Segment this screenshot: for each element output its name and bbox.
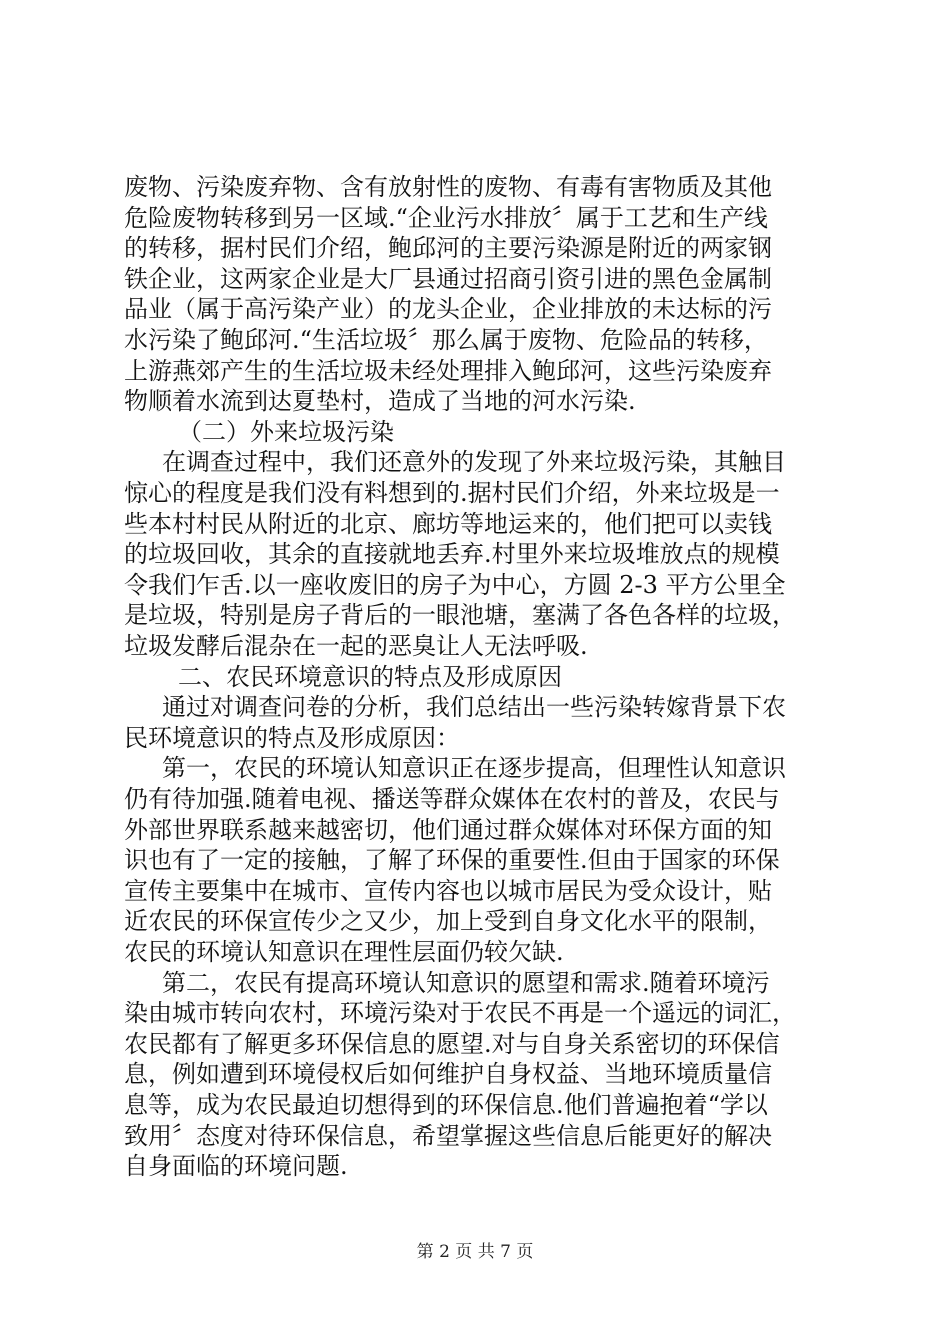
paragraph-first-line: 第一，农民的环境认知意识正在逐步提高，但理性认知意识 [162,754,786,783]
body-text-line: 铁企业，这两家企业是大厂县通过招商引资引进的黑色金属制 [124,264,772,293]
body-text-line: 的转移，据村民们介绍，鲍邱河的主要污染源是附近的两家钢 [124,234,772,263]
body-text-line: 危险废物转移到另一区域.“企业污水排放〞属于工艺和生产线 [124,203,768,232]
body-text-line: 惊心的程度是我们没有料想到的.据村民们介绍，外来垃圾是一 [124,479,780,507]
section-heading: 二、农民环境意识的特点及形成原因 [178,662,562,691]
paragraph-first-line: 通过对调查问卷的分析，我们总结出一些污染转嫁背景下农 [162,693,786,722]
body-text-line: 息，例如遭到环境侵权后如何维护自身权益、当地环境质量信 [124,1060,772,1089]
body-text-line: 水污染了鲍邱河.“生活垃圾〞那么属于废物、危险品的转移， [124,326,768,354]
body-text-line: 农民都有了解更多环保信息的愿望.对与自身关系密切的环保信 [124,1029,780,1058]
paragraph-first-line: 第二，农民有提高环境认知意识的愿望和需求.随着环境污 [162,968,770,997]
body-text-line: 宣传主要集中在城市、宣传内容也以城市居民为受众设计，贴 [124,876,772,905]
body-text-line: 物顺着水流到达夏垫村，造成了当地的河水污染. [124,387,636,416]
body-text-line: 息等，成为农民最迫切想得到的环保信息.他们普遍抱着“学以 [124,1091,768,1119]
body-text-line: 的垃圾回收，其余的直接就地丢弃.村里外来垃圾堆放点的规模 [124,540,780,569]
body-text-line: 是垃圾，特别是房子背后的一眼池塘，塞满了各色各样的垃圾， [124,601,796,630]
body-text-line: 农民的环境认知意识在理性层面仍较欠缺. [124,938,564,966]
body-text-line: 近农民的环保宣传少之又少，加上受到自身文化水平的限制， [124,907,772,936]
section-heading: （二）外来垃圾污染 [178,417,394,446]
body-text-line: 识也有了一定的接触，了解了环保的重要性.但由于国家的环保 [124,846,780,875]
page-number-footer: 第 2 页 共 7 页 [416,1242,534,1262]
body-text-line: 上游燕郊产生的生活垃圾未经处理排入鲍邱河，这些污染废弃 [124,356,772,385]
body-text-line: 品业（属于高污染产业）的龙头企业，企业排放的未达标的污 [124,295,772,324]
body-text-line: 致用〞态度对待环保信息，希望掌握这些信息后能更好的解决 [124,1121,772,1150]
body-text-line: 染由城市转向农村，环境污染对于农民不再是一个遥远的词汇， [124,999,796,1028]
body-text-line: 垃圾发酵后混杂在一起的恶臭让人无法呼吸. [124,632,588,660]
body-text-line: 仍有待加强.随着电视、播送等群众媒体在农村的普及，农民与 [124,785,780,813]
body-text-line: 废物、污染废弃物、含有放射性的废物、有毒有害物质及其他 [124,173,772,201]
body-text-line: 令我们乍舌.以一座收废旧的房子为中心，方圆 2-3 平方公里全 [124,570,786,599]
body-text-line: 民环境意识的特点及形成原因： [124,723,460,752]
body-text-line: 自身面临的环境问题. [124,1152,348,1181]
paragraph-first-line: 在调查过程中，我们还意外的发现了外来垃圾污染，其触目 [162,448,786,477]
body-text-line: 外部世界联系越来越密切，他们通过群众媒体对环保方面的知 [124,815,772,844]
body-text-line: 些本村村民从附近的北京、廊坊等地运来的，他们把可以卖钱 [124,509,772,538]
